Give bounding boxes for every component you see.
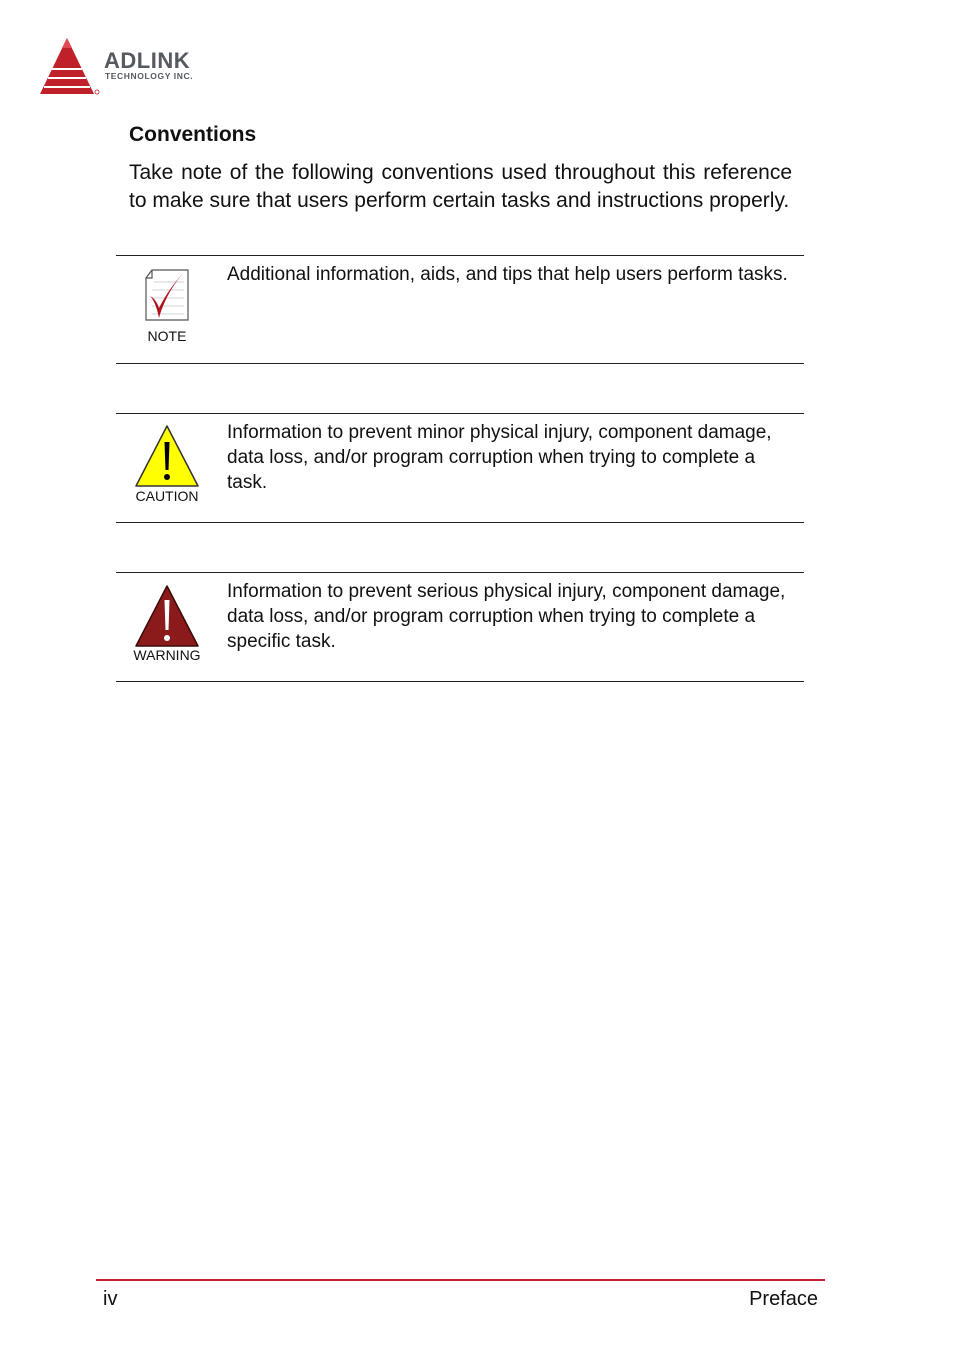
logo-name: ADLINK	[104, 48, 191, 73]
notice-caution	[116, 413, 804, 523]
note-icon-cell	[116, 256, 218, 363]
note-label: NOTE	[147, 328, 187, 344]
warning-icon-cell	[116, 573, 218, 681]
adlink-logo	[38, 36, 238, 98]
warning-label: WARNING	[133, 647, 201, 663]
footer-section-name: Preface	[749, 1288, 818, 1310]
caution-icon-cell	[116, 414, 218, 522]
logo-subtitle: TECHNOLOGY INC.	[105, 71, 194, 81]
intro-paragraph: Take note of the following conventions used throughout this reference to make sure that users perform certain tasks and instructions properly.	[129, 161, 792, 212]
caution-text: Information to prevent minor physical injury, component damage, data loss, and/or program corruption when trying to complete a task.	[227, 422, 772, 493]
warning-text: Information to prevent serious physical injury, component damage, data loss, and/or program corruption when trying to complete a specific task.	[227, 581, 786, 652]
warning-triangle-icon	[134, 584, 200, 648]
page-number: iv	[103, 1288, 118, 1310]
notice-warning	[116, 572, 804, 682]
notice-note	[116, 255, 804, 364]
note-checkmark-icon	[142, 266, 192, 324]
footer-rule	[96, 1279, 825, 1281]
caution-label: CAUTION	[135, 488, 199, 504]
section-title: Conventions	[129, 123, 257, 146]
adlink-triangle-icon	[38, 36, 102, 98]
caution-triangle-icon	[134, 424, 200, 488]
note-text: Additional information, aids, and tips that help users perform tasks.	[227, 264, 788, 285]
